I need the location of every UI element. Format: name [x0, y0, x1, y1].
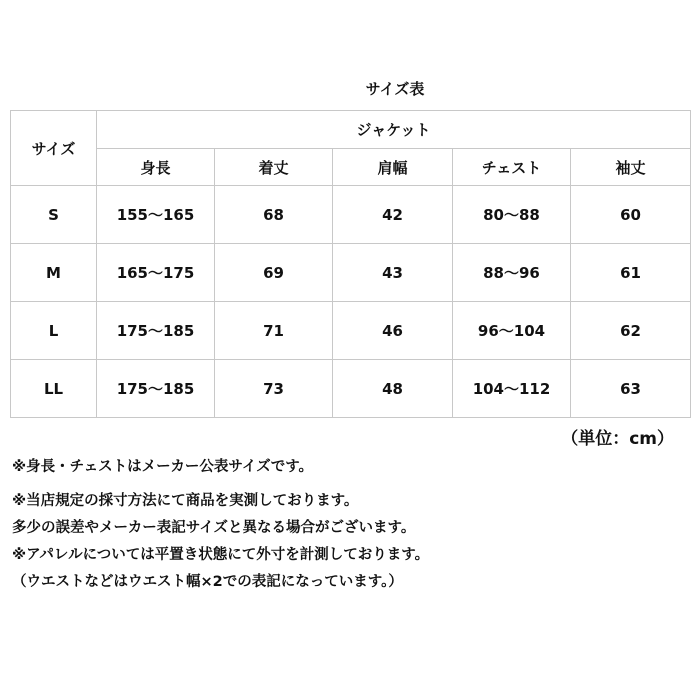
column-header-height: 身長 [97, 149, 215, 186]
table-row [11, 360, 691, 418]
table-cell: 68 [215, 186, 333, 244]
note-line: （ウエストなどはウエスト幅×2での表記になっています。） [12, 574, 403, 590]
column-header-chest: チェスト [453, 149, 571, 186]
table-row [11, 244, 691, 302]
table-cell: 155～165 [97, 186, 215, 244]
note-line: 多少の誤差やメーカー表記サイズと異なる場合がございます。 [12, 520, 416, 536]
table-cell: 71 [215, 302, 333, 360]
table-cell: 175～185 [97, 302, 215, 360]
table-cell: 96～104 [453, 302, 571, 360]
column-header-sleeve: 袖丈 [571, 149, 691, 186]
table-cell: 104～112 [453, 360, 571, 418]
table-row [11, 186, 691, 244]
table-row [11, 302, 691, 360]
size-label: M [11, 244, 97, 302]
table-cell: 61 [571, 244, 691, 302]
table-cell: 42 [333, 186, 453, 244]
table-cell: 43 [333, 244, 453, 302]
size-header-cell: サイズ [11, 111, 97, 186]
note-line: ※当店規定の採寸方法にて商品を実測しております。 [12, 493, 359, 509]
table-cell: 63 [571, 360, 691, 418]
page-title: サイズ表 [365, 80, 425, 98]
size-label: L [11, 302, 97, 360]
table-cell: 69 [215, 244, 333, 302]
size-label: S [11, 186, 97, 244]
column-header-length: 着丈 [215, 149, 333, 186]
jacket-group-header: ジャケット [97, 111, 691, 149]
note-line: ※アパレルについては平置き状態にて外寸を計測しております。 [12, 547, 430, 563]
table-cell: 48 [333, 360, 453, 418]
column-header-shoulder: 肩幅 [333, 149, 453, 186]
note-line: ※身長・チェストはメーカー公表サイズです。 [12, 459, 314, 475]
table-cell: 88～96 [453, 244, 571, 302]
table-cell: 60 [571, 186, 691, 244]
notes-block [12, 458, 692, 600]
table-cell: 62 [571, 302, 691, 360]
size-table [10, 110, 691, 418]
table-cell: 73 [215, 360, 333, 418]
size-label: LL [11, 360, 97, 418]
table-cell: 165～175 [97, 244, 215, 302]
table-cell: 80～88 [453, 186, 571, 244]
unit-label: （単位：cm） [561, 429, 674, 449]
table-cell: 175～185 [97, 360, 215, 418]
table-cell: 46 [333, 302, 453, 360]
